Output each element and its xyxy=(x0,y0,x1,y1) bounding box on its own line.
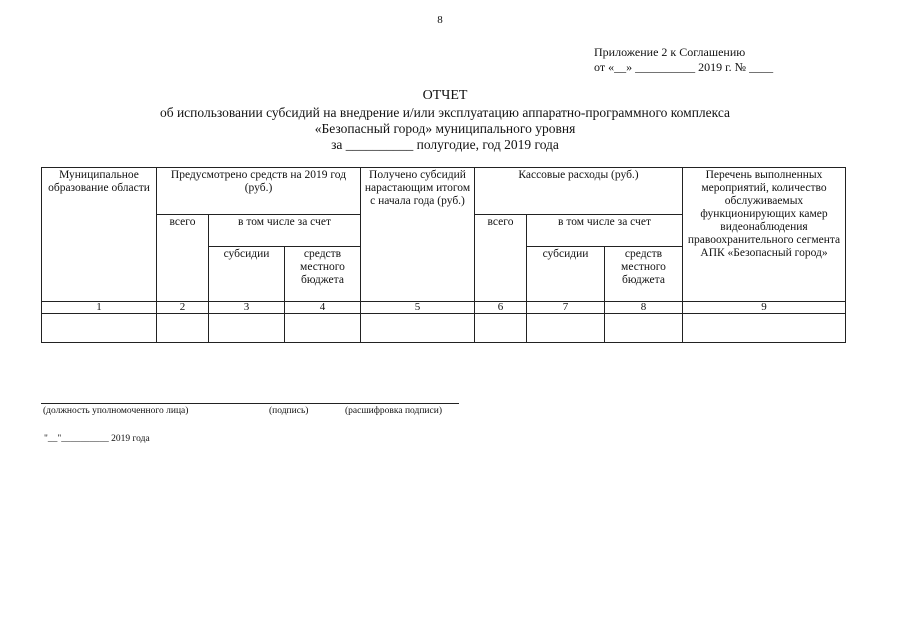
column-number: 6 xyxy=(475,302,527,314)
header-activities-list: Перечень выполненных мероприятий, количество обслуживаемых функционирующих камер видеонаблюдения правоохранительного сегмента АПК «Безопасный город» xyxy=(683,168,846,302)
header-cash-local-budget: средств местного бюджета xyxy=(605,247,683,302)
signature-decoding-label: (расшифровка подписи) xyxy=(345,406,442,416)
column-number: 7 xyxy=(527,302,605,314)
header-planned-total: всего xyxy=(157,215,209,302)
column-number: 1 xyxy=(42,302,157,314)
empty-cell[interactable] xyxy=(285,314,361,343)
column-number: 9 xyxy=(683,302,846,314)
report-period-line: за __________ полугодие, год 2019 года xyxy=(331,137,559,152)
header-cash-total: всего xyxy=(475,215,527,302)
report-title-block xyxy=(0,88,890,153)
column-number-row xyxy=(42,302,846,314)
report-subtitle-line-2: «Безопасный город» муниципального уровня xyxy=(314,121,576,136)
column-number: 3 xyxy=(209,302,285,314)
report-table xyxy=(41,167,846,343)
header-municipality: Муниципальное образование области xyxy=(42,168,157,302)
header-cash-expenses: Кассовые расходы (руб.) xyxy=(475,168,683,215)
empty-cell[interactable] xyxy=(42,314,157,343)
column-number: 8 xyxy=(605,302,683,314)
signature-sign-label: (подпись) xyxy=(269,406,309,416)
signature-position-label: (должность уполномоченного лица) xyxy=(43,406,189,416)
column-number: 4 xyxy=(285,302,361,314)
appendix-reference xyxy=(594,45,773,75)
empty-cell[interactable] xyxy=(361,314,475,343)
empty-cell[interactable] xyxy=(475,314,527,343)
signature-date: "__"__________ 2019 года xyxy=(44,434,150,444)
table-row xyxy=(42,314,846,343)
header-planned-including: в том числе за счет xyxy=(209,215,361,247)
empty-cell[interactable] xyxy=(683,314,846,343)
page-number: 8 xyxy=(437,14,443,26)
header-planned-local-budget: средств местного бюджета xyxy=(285,247,361,302)
header-planned-funds: Предусмотрено средств на 2019 год (руб.) xyxy=(157,168,361,215)
empty-cell[interactable] xyxy=(209,314,285,343)
appendix-line-1: Приложение 2 к Соглашению xyxy=(594,45,746,59)
column-number: 5 xyxy=(361,302,475,314)
report-subtitle-line-1: об использовании субсидий на внедрение и/или эксплуатацию аппаратно-программного комплекса xyxy=(159,105,731,120)
empty-cell[interactable] xyxy=(605,314,683,343)
signature-line xyxy=(41,403,459,404)
header-planned-subsidies: субсидии xyxy=(209,247,285,302)
appendix-line-2: от «__» __________ 2019 г. № ____ xyxy=(594,60,774,74)
header-received-subsidies: Получено субсидий нарастающим итогом с начала года (руб.) xyxy=(361,168,475,302)
empty-cell[interactable] xyxy=(527,314,605,343)
header-cash-including: в том числе за счет xyxy=(527,215,683,247)
report-title: ОТЧЕТ xyxy=(422,88,468,103)
header-cash-subsidies: субсидии xyxy=(527,247,605,302)
empty-cell[interactable] xyxy=(157,314,209,343)
column-number: 2 xyxy=(157,302,209,314)
header-row-1 xyxy=(42,168,846,215)
